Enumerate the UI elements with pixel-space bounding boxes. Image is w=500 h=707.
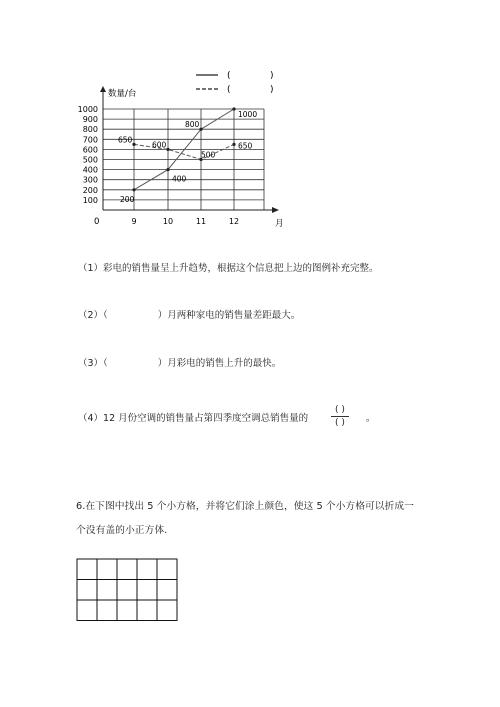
data-label: 600 (152, 140, 167, 150)
y-tick-label: 200 (82, 185, 98, 195)
data-label: 400 (172, 174, 187, 184)
grid-cell[interactable] (157, 600, 177, 621)
question-3-end: ）月彩电的销售上升的最快。 (157, 358, 282, 369)
x-tick-label: 10 (162, 217, 174, 226)
question-6-line-1 (76, 498, 414, 512)
y-tick-label: 800 (82, 125, 98, 135)
x-axis-arrow (272, 207, 279, 213)
question-1 (78, 260, 379, 274)
question-4-period: 。 (366, 413, 376, 424)
grid-cell[interactable] (77, 559, 97, 580)
y-tick-label: 100 (82, 195, 98, 205)
data-label: 650 (118, 135, 133, 145)
data-label: 500 (201, 150, 216, 160)
x-tick-label: 9 (131, 217, 137, 226)
grid-cell[interactable] (97, 559, 117, 580)
grid-cell[interactable] (137, 600, 157, 621)
y-axis-arrow (100, 86, 106, 92)
grid-cell[interactable] (137, 559, 157, 580)
legend (196, 71, 274, 95)
grid-cell[interactable] (97, 600, 117, 621)
question-3-start: （3）（ (78, 358, 108, 369)
question-2 (78, 307, 300, 321)
y-tick-label: 600 (82, 145, 98, 155)
data-point (166, 168, 169, 171)
y-tick-label: 900 (82, 115, 98, 125)
grid-cell[interactable] (117, 580, 137, 601)
grid-cell[interactable] (137, 580, 157, 601)
y-tick-label: 500 (82, 155, 98, 165)
grid-cell[interactable] (117, 559, 137, 580)
data-point (232, 107, 235, 110)
y-tick-label: 1000 (77, 105, 98, 114)
chart-series (118, 107, 257, 203)
question-6-text-2: 个没有盖的小正方体. (76, 525, 168, 536)
sales-line-chart (0, 0, 500, 240)
data-label: 200 (120, 194, 135, 204)
y-axis-label: 数量/台 (108, 89, 137, 99)
grid-cell[interactable] (77, 580, 97, 601)
question-4-end (366, 410, 376, 424)
question-2-start: （2）（ (78, 310, 108, 321)
fraction-numerator: ( ) (335, 405, 345, 415)
question-6-line-2 (76, 522, 167, 536)
data-point (132, 143, 135, 146)
grid-cell[interactable] (157, 580, 177, 601)
y-tick-label: 300 (82, 175, 98, 185)
series-line (134, 144, 234, 159)
question-2-end: ）月两种家电的销售量差距最大。 (157, 310, 301, 321)
x-tick-label: 12 (228, 217, 240, 226)
legend-dashed-open: ( (227, 85, 231, 95)
y-tick-label: 700 (82, 135, 98, 145)
x-tick-label: 11 (195, 217, 207, 226)
answer-fraction[interactable] (329, 404, 351, 430)
question-6-text-1: 6.在下图中找出 5 个小方格，并将它们涂上颜色，使这 5 个小方格可以折成一 (76, 501, 414, 512)
grid-cell[interactable] (97, 580, 117, 601)
tick-labels (78, 105, 239, 226)
legend-solid-close: ) (270, 71, 274, 81)
grid-cell[interactable] (157, 559, 177, 580)
square-grid[interactable] (76, 558, 178, 622)
question-4 (78, 410, 308, 424)
data-point (232, 143, 235, 146)
x-axis-label: 月 (275, 219, 284, 229)
question-1-text: （1）彩电的销售量呈上升趋势，根据这个信息把上边的图例补充完整。 (78, 263, 379, 274)
grid-cell[interactable] (77, 600, 97, 621)
question-3 (78, 355, 281, 369)
data-label: 1000 (238, 110, 258, 119)
data-label: 650 (238, 141, 253, 151)
legend-solid-open: ( (227, 71, 231, 81)
y-tick-label: 400 (82, 165, 98, 175)
fraction-denominator: ( ) (335, 418, 345, 428)
data-point (199, 128, 202, 131)
question-4-text: （4）12 月份空调的销售量占第四季度空调总销售量的 (78, 413, 309, 424)
chart-axes (94, 86, 284, 229)
data-label: 800 (185, 120, 200, 130)
data-point (132, 188, 135, 191)
grid-cell[interactable] (117, 600, 137, 621)
legend-dashed-close: ) (270, 85, 274, 95)
data-point (166, 148, 169, 151)
origin-label: 0 (94, 217, 100, 227)
